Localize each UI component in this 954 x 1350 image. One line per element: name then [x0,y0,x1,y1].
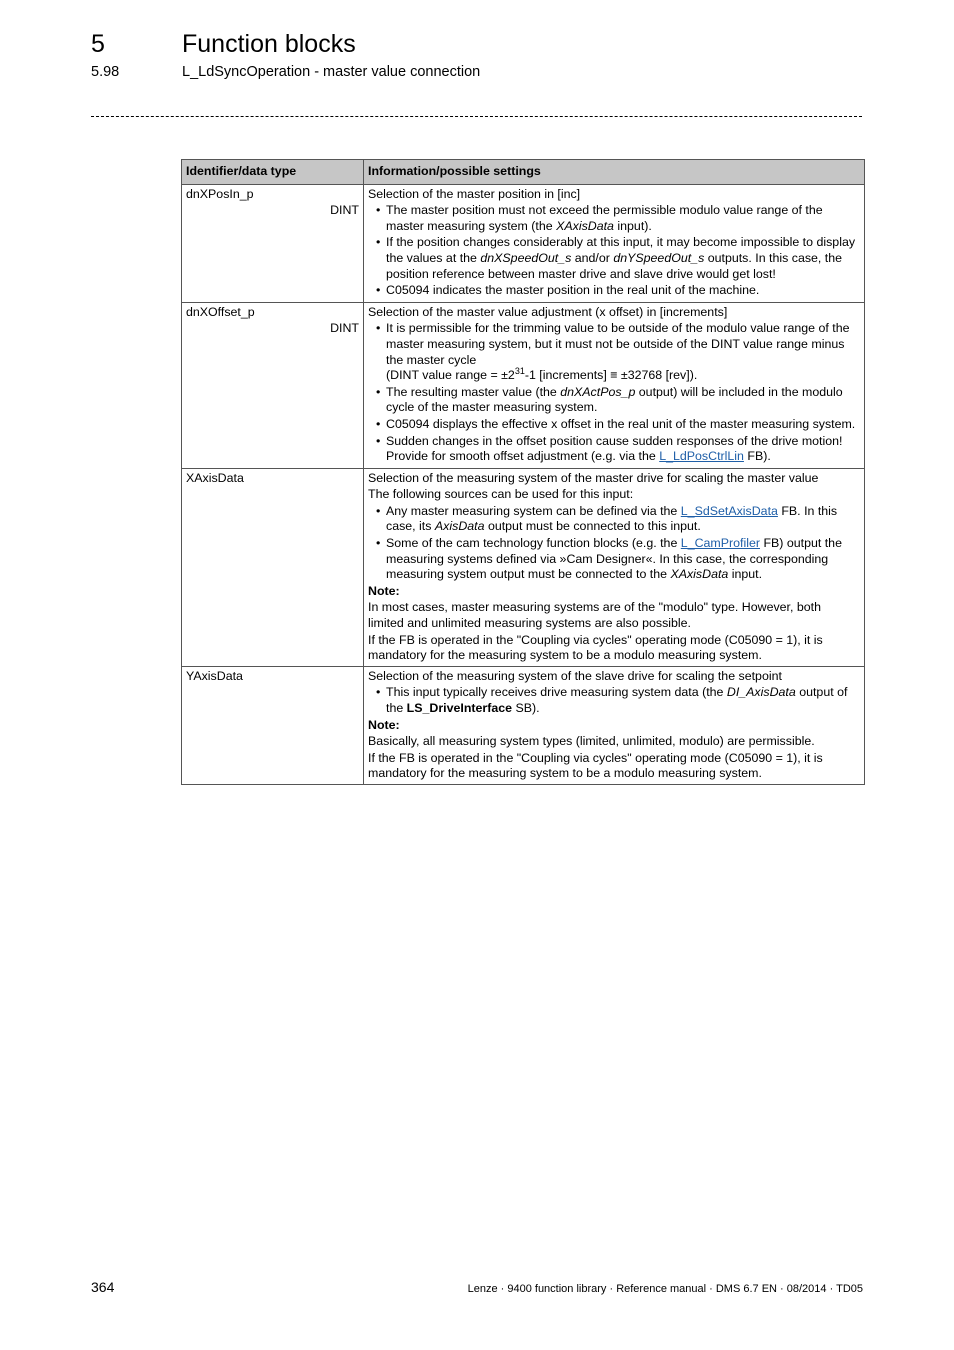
information-cell [364,184,865,302]
bullet-list [368,321,860,464]
link-l-ldposctrllin[interactable]: L_LdPosCtrlLin [659,449,744,464]
table-row [182,184,865,302]
table-row [182,468,865,666]
column-header-information: Information/possible settings [364,160,865,185]
column-header-identifier: Identifier/data type [182,160,364,185]
list-item: • Some of the cam technology function blocks (e.g. the L_CamProfiler FB) output the measuring systems defined via »Cam Designer«. In this case, the corresponding measuring system output must be connected to the XAxisData input. [386,536,860,583]
table-header-row [182,160,865,185]
list-item: • C05094 displays the effective x offset in the real unit of the master measuring system. [386,417,860,433]
note-label: Note: [368,583,400,598]
table-row [182,666,865,784]
list-item: • Any master measuring system can be defined via the L_SdSetAxisData FB. In this case, its AxisData output must be connected to this input. [386,504,860,535]
identifier-name: dnXPosIn_p [186,186,254,201]
list-item: • It is permissible for the trimming value to be outside of the modulo value range of the master measuring system, but it must not be outside of the DINT value range minus the master cycle (DINT value range = $\pm 2^{31}-1$ [increments] ≡ ±32768 [rev]). [386,321,860,383]
list-item: • The resulting master value (the dnXActPos_p output) will be included in the modulo cycle of the master measuring system. [386,385,860,416]
list-item: • If the position changes considerably at this input, it may become impossible to display the values at the dnXSpeedOut_s and/or dnYSpeedOut_s outputs. In this case, the position reference between master drive and slave drive would get lost! [386,235,860,282]
table-row [182,302,865,468]
bullet-list [368,685,860,716]
chapter-number: 5 [91,30,105,58]
list-item: • This input typically receives drive measuring system data (the DI_AxisData output of the LS_DriveInterface SB). [386,685,860,716]
identifier-cell [182,184,364,302]
identifier-cell [182,302,364,468]
page-number: 364 [91,1279,115,1295]
note-text: In most cases, master measuring systems are of the "modulo" type. However, both limited and unlimited measuring systems are also possible. [368,600,821,631]
identifier-name: XAxisData [186,470,244,485]
bullet-list [368,203,860,299]
list-item: • C05094 indicates the master position in the real unit of the machine. [386,283,860,299]
information-cell [364,468,865,666]
info-intro: Selection of the master value adjustment (x offset) in [increments] [368,304,728,319]
info-intro: Selection of the master position in [inc] [368,186,581,201]
bullet-list [368,504,860,583]
list-item: • The master position must not exceed the permissible modulo value range of the master measuring system (the XAxisData input). [386,203,860,234]
info-intro: Selection of the measuring system of the slave drive for scaling the setpoint [368,668,782,683]
parameter-table [181,159,865,785]
identifier-cell [182,468,364,666]
identifier-name: YAxisData [186,668,243,683]
identifier-cell [182,666,364,784]
note-text: If the FB is operated in the "Coupling via cycles" operating mode (C05090 = 1), it is mandatory for the measuring system to be a modulo measuring system. [368,750,823,781]
list-item: • Sudden changes in the offset position cause sudden responses of the drive motion! Provide for smooth offset adjustment (e.g. via the L_LdPosCtrlLin FB). [386,434,860,465]
identifier-type: DINT [330,203,359,218]
section-number: 5.98 [91,64,120,80]
info-intro-secondary: The following sources can be used for this input: [368,487,634,502]
chapter-title: Function blocks [182,30,356,58]
link-l-sdsetaxisdata[interactable]: L_SdSetAxisData [680,503,778,518]
note-label: Note: [368,717,400,732]
link-l-camprofiler[interactable]: L_CamProfiler [680,536,760,551]
section-title: L_LdSyncOperation - master value connection [182,64,481,80]
identifier-type: DINT [330,321,359,336]
header-divider [91,116,862,117]
note-text: If the FB is operated in the "Coupling via cycles" operating mode (C05090 = 1), it is mandatory for the measuring system to be a modulo measuring system. [368,632,823,663]
info-intro: Selection of the measuring system of the master drive for scaling the master value [368,470,819,485]
identifier-name: dnXOffset_p [186,304,255,319]
footer-text: Lenze · 9400 function library · Reference manual · DMS 6.7 EN · 08/2014 · TD05 [467,1283,863,1295]
note-text: Basically, all measuring system types (limited, unlimited, modulo) are permissible. [368,734,815,749]
information-cell [364,666,865,784]
information-cell [364,302,865,468]
